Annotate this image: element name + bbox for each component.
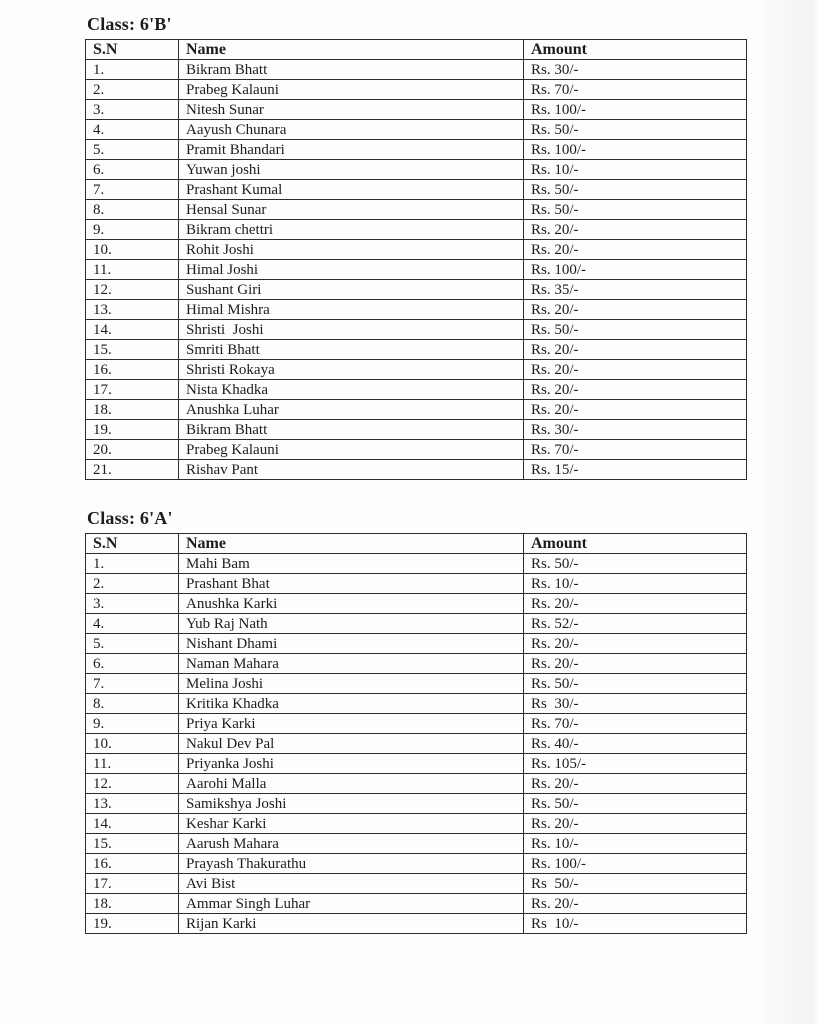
name-cell: Anushka Karki xyxy=(179,594,524,614)
name-cell: Anushka Luhar xyxy=(179,400,524,420)
table-row xyxy=(86,340,747,360)
sn-cell: 2. xyxy=(86,80,179,100)
amount-cell: Rs 30/- xyxy=(524,694,747,714)
table-row xyxy=(86,754,747,774)
name-cell: Priyanka Joshi xyxy=(179,754,524,774)
name-cell: Bikram chettri xyxy=(179,220,524,240)
amount-cell: Rs. 50/- xyxy=(524,200,747,220)
amount-cell: Rs. 20/- xyxy=(524,814,747,834)
sn-cell: 11. xyxy=(86,754,179,774)
amount-cell: Rs. 20/- xyxy=(524,360,747,380)
name-cell: Hensal Sunar xyxy=(179,200,524,220)
name-cell: Bikram Bhatt xyxy=(179,420,524,440)
sn-cell: 7. xyxy=(86,674,179,694)
sn-cell: 7. xyxy=(86,180,179,200)
name-cell: Nista Khadka xyxy=(179,380,524,400)
class-6b-section xyxy=(85,14,746,480)
amount-cell: Rs. 20/- xyxy=(524,300,747,320)
sn-cell: 5. xyxy=(86,140,179,160)
table-row xyxy=(86,380,747,400)
amount-cell: Rs. 20/- xyxy=(524,634,747,654)
sn-cell: 9. xyxy=(86,714,179,734)
sn-cell: 10. xyxy=(86,734,179,754)
name-cell: Nishant Dhami xyxy=(179,634,524,654)
table-row xyxy=(86,60,747,80)
table-row xyxy=(86,420,747,440)
amount-cell: Rs. 52/- xyxy=(524,614,747,634)
amount-cell: Rs. 20/- xyxy=(524,654,747,674)
class-6a-table xyxy=(85,533,747,934)
table-row xyxy=(86,460,747,480)
sn-cell: 4. xyxy=(86,120,179,140)
name-cell: Nitesh Sunar xyxy=(179,100,524,120)
name-cell: Himal Joshi xyxy=(179,260,524,280)
amount-cell: Rs. 105/- xyxy=(524,754,747,774)
name-cell: Shristi Rokaya xyxy=(179,360,524,380)
name-cell: Yuwan joshi xyxy=(179,160,524,180)
amount-cell: Rs. 50/- xyxy=(524,554,747,574)
amount-cell: Rs. 20/- xyxy=(524,380,747,400)
table-row xyxy=(86,574,747,594)
class-6a-title: Class: 6'A' xyxy=(87,508,173,528)
sn-cell: 13. xyxy=(86,794,179,814)
table-row xyxy=(86,300,747,320)
table-row xyxy=(86,854,747,874)
name-cell: Keshar Karki xyxy=(179,814,524,834)
amount-cell: Rs. 20/- xyxy=(524,400,747,420)
name-cell: Naman Mahara xyxy=(179,654,524,674)
amount-cell: Rs. 50/- xyxy=(524,180,747,200)
amount-cell: Rs. 100/- xyxy=(524,260,747,280)
table-row xyxy=(86,634,747,654)
sn-cell: 10. xyxy=(86,240,179,260)
sn-cell: 4. xyxy=(86,614,179,634)
sn-cell: 16. xyxy=(86,360,179,380)
amount-cell: Rs. 20/- xyxy=(524,220,747,240)
name-cell: Ammar Singh Luhar xyxy=(179,894,524,914)
name-cell: Melina Joshi xyxy=(179,674,524,694)
table-row xyxy=(86,180,747,200)
amount-cell: Rs. 100/- xyxy=(524,854,747,874)
amount-cell: Rs. 10/- xyxy=(524,834,747,854)
table-row xyxy=(86,914,747,934)
table-row xyxy=(86,734,747,754)
column-header-amount: Amount xyxy=(524,534,747,554)
name-cell: Prayash Thakurathu xyxy=(179,854,524,874)
amount-cell: Rs. 50/- xyxy=(524,674,747,694)
name-cell: Aarush Mahara xyxy=(179,834,524,854)
sn-cell: 1. xyxy=(86,554,179,574)
amount-cell: Rs. 70/- xyxy=(524,714,747,734)
amount-cell: Rs. 20/- xyxy=(524,774,747,794)
table-header-row xyxy=(86,40,747,60)
name-cell: Prabeg Kalauni xyxy=(179,80,524,100)
sn-cell: 15. xyxy=(86,340,179,360)
name-cell: Aarohi Malla xyxy=(179,774,524,794)
amount-cell: Rs. 20/- xyxy=(524,594,747,614)
table-row xyxy=(86,874,747,894)
name-cell: Pramit Bhandari xyxy=(179,140,524,160)
sn-cell: 11. xyxy=(86,260,179,280)
table-row xyxy=(86,160,747,180)
sn-cell: 12. xyxy=(86,774,179,794)
table-row xyxy=(86,440,747,460)
table-row xyxy=(86,260,747,280)
name-cell: Bikram Bhatt xyxy=(179,60,524,80)
sn-cell: 17. xyxy=(86,874,179,894)
name-cell: Shristi Joshi xyxy=(179,320,524,340)
name-cell: Avi Bist xyxy=(179,874,524,894)
sn-cell: 3. xyxy=(86,594,179,614)
sn-cell: 17. xyxy=(86,380,179,400)
sn-cell: 13. xyxy=(86,300,179,320)
table-row xyxy=(86,220,747,240)
sn-cell: 3. xyxy=(86,100,179,120)
sn-cell: 6. xyxy=(86,160,179,180)
amount-cell: Rs. 10/- xyxy=(524,574,747,594)
sn-cell: 12. xyxy=(86,280,179,300)
name-cell: Prashant Bhat xyxy=(179,574,524,594)
amount-cell: Rs. 35/- xyxy=(524,280,747,300)
sn-cell: 9. xyxy=(86,220,179,240)
name-cell: Mahi Bam xyxy=(179,554,524,574)
amount-cell: Rs. 70/- xyxy=(524,440,747,460)
sn-cell: 6. xyxy=(86,654,179,674)
sn-cell: 18. xyxy=(86,894,179,914)
sn-cell: 8. xyxy=(86,200,179,220)
amount-cell: Rs. 30/- xyxy=(524,60,747,80)
class-6b-table xyxy=(85,39,747,480)
column-header-name: Name xyxy=(179,40,524,60)
table-row xyxy=(86,834,747,854)
table-row xyxy=(86,140,747,160)
sn-cell: 8. xyxy=(86,694,179,714)
amount-cell: Rs. 15/- xyxy=(524,460,747,480)
name-cell: Sushant Giri xyxy=(179,280,524,300)
amount-cell: Rs. 50/- xyxy=(524,320,747,340)
sn-cell: 16. xyxy=(86,854,179,874)
table-row xyxy=(86,100,747,120)
table-row xyxy=(86,654,747,674)
sn-cell: 1. xyxy=(86,60,179,80)
name-cell: Aayush Chunara xyxy=(179,120,524,140)
name-cell: Kritika Khadka xyxy=(179,694,524,714)
sn-cell: 2. xyxy=(86,574,179,594)
name-cell: Rohit Joshi xyxy=(179,240,524,260)
name-cell: Nakul Dev Pal xyxy=(179,734,524,754)
amount-cell: Rs. 100/- xyxy=(524,100,747,120)
table-row xyxy=(86,774,747,794)
table-row xyxy=(86,360,747,380)
sn-cell: 14. xyxy=(86,814,179,834)
name-cell: Yub Raj Nath xyxy=(179,614,524,634)
table-row xyxy=(86,714,747,734)
table-row xyxy=(86,614,747,634)
name-cell: Rishav Pant xyxy=(179,460,524,480)
name-cell: Samikshya Joshi xyxy=(179,794,524,814)
name-cell: Rijan Karki xyxy=(179,914,524,934)
sn-cell: 5. xyxy=(86,634,179,654)
amount-cell: Rs. 20/- xyxy=(524,340,747,360)
amount-cell: Rs. 30/- xyxy=(524,420,747,440)
amount-cell: Rs. 20/- xyxy=(524,894,747,914)
amount-cell: Rs. 40/- xyxy=(524,734,747,754)
amount-cell: Rs. 50/- xyxy=(524,120,747,140)
amount-cell: Rs 50/- xyxy=(524,874,747,894)
table-row xyxy=(86,120,747,140)
table-row xyxy=(86,554,747,574)
amount-cell: Rs. 70/- xyxy=(524,80,747,100)
name-cell: Himal Mishra xyxy=(179,300,524,320)
table-row xyxy=(86,594,747,614)
table-row xyxy=(86,400,747,420)
class-6a-section xyxy=(85,508,746,934)
class-6b-title: Class: 6'B' xyxy=(87,14,172,34)
name-cell: Prashant Kumal xyxy=(179,180,524,200)
table-row xyxy=(86,794,747,814)
sn-cell: 21. xyxy=(86,460,179,480)
table-row xyxy=(86,320,747,340)
table-row xyxy=(86,674,747,694)
amount-cell: Rs. 20/- xyxy=(524,240,747,260)
amount-cell: Rs. 50/- xyxy=(524,794,747,814)
amount-cell: Rs. 100/- xyxy=(524,140,747,160)
sn-cell: 19. xyxy=(86,420,179,440)
table-row xyxy=(86,280,747,300)
column-header-sn: S.N xyxy=(86,534,179,554)
sn-cell: 14. xyxy=(86,320,179,340)
column-header-name: Name xyxy=(179,534,524,554)
sn-cell: 15. xyxy=(86,834,179,854)
sn-cell: 19. xyxy=(86,914,179,934)
table-row xyxy=(86,240,747,260)
sn-cell: 20. xyxy=(86,440,179,460)
name-cell: Prabeg Kalauni xyxy=(179,440,524,460)
name-cell: Priya Karki xyxy=(179,714,524,734)
sn-cell: 18. xyxy=(86,400,179,420)
column-header-amount: Amount xyxy=(524,40,747,60)
name-cell: Smriti Bhatt xyxy=(179,340,524,360)
table-row xyxy=(86,694,747,714)
table-row xyxy=(86,894,747,914)
amount-cell: Rs 10/- xyxy=(524,914,747,934)
table-row xyxy=(86,814,747,834)
table-header-row xyxy=(86,534,747,554)
table-row xyxy=(86,200,747,220)
table-row xyxy=(86,80,747,100)
amount-cell: Rs. 10/- xyxy=(524,160,747,180)
column-header-sn: S.N xyxy=(86,40,179,60)
